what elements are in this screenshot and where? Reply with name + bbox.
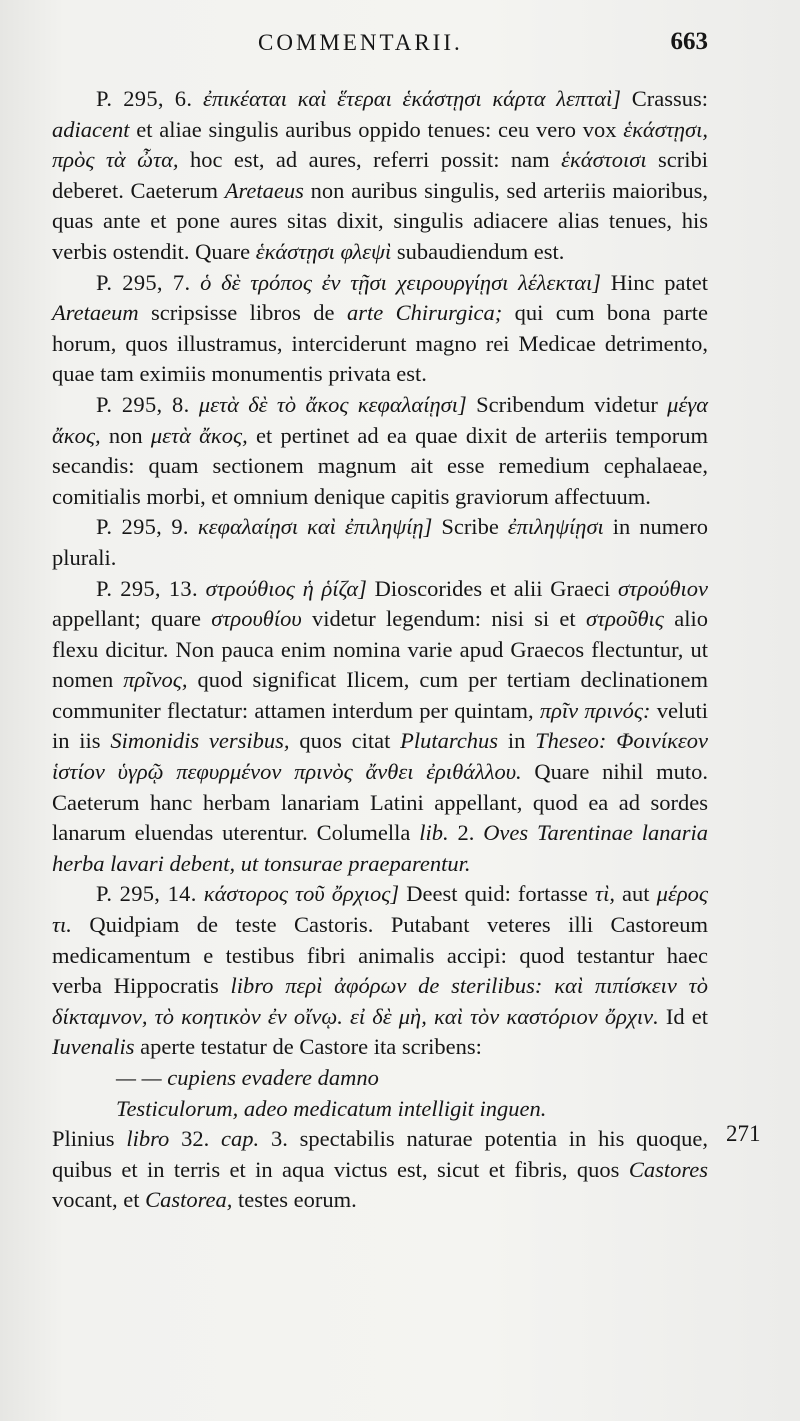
entry-text: non auribus singulis, sed arteriis maioribus, quas ante et pone aures sitas dixit, singulis adiacere alias tenues, his verbis ostendit. Quare — [52, 177, 709, 264]
entry-text: aperte testatur de Castore ita scribens: — [134, 1034, 482, 1060]
commentary-entry — [52, 84, 708, 268]
entry-greek: ἑκάστῃσι φλεψὶ — [255, 238, 392, 264]
entry-text: Crassus: — [621, 86, 708, 111]
entry-italic: libro — [126, 1126, 170, 1152]
entry-italic: Castores — [628, 1156, 708, 1182]
entry-text: 2. — [448, 820, 484, 846]
entry-greek: ἑκάστοισι — [561, 147, 647, 173]
entry-text: Hinc patet — [601, 269, 708, 295]
entry-text: vocant, et — [52, 1187, 146, 1213]
commentary-entry — [52, 574, 708, 880]
entry-reference: P. 295, 9. — [96, 514, 189, 540]
entry-text: Quidpiam de teste Castoris. Putabant veteres illi Castoreum medicamentum e testibus fibri animalis accipi: quod testantur haec verba Hippocratis — [52, 912, 708, 999]
entry-reference: P. 295, 6. — [96, 86, 193, 111]
entry-lemma: ἐπικέαται καὶ ἕτεραι ἑκάστῃσι κάρτα λεπταὶ] — [202, 86, 622, 111]
entry-greek: πρῖνος, — [123, 667, 188, 693]
entry-lemma: κάστορος τοῦ ὄρχιος] — [203, 881, 400, 907]
entry-lemma: κεφαλαίῃσι καὶ ἐπιληψίῃ] — [197, 514, 433, 540]
commentary-body — [52, 84, 708, 1216]
entry-greek: μέρος τι. — [52, 881, 708, 938]
page-number: 663 — [670, 28, 708, 55]
entry-lemma: στρούθιος ἡ ῥίζα] — [205, 575, 367, 601]
commentary-entry — [52, 390, 708, 512]
entry-text: 3. spectabilis naturae potentia in his quoque, quibus et in terris et in aqua victus est, sicut et fibris, quos — [52, 1126, 708, 1182]
entry-lemma: μετὰ δὲ τὸ ἄκος κεφαλαίῃσι] — [198, 391, 467, 417]
entry-italic: Castorea, — [145, 1187, 233, 1213]
entry-text: quos citat — [289, 728, 401, 754]
entry-reference: P. 295, 7. — [96, 269, 191, 295]
entry-text: hoc est, ad aures, referri possit: nam — [178, 147, 562, 173]
entry-text: veluti in iis — [52, 697, 708, 754]
entry-greek: τὶ, — [595, 881, 615, 907]
entry-greek: καὶ πιπίσκειν τὸ δίκταμνον, τὸ κοητικὸν ἐν οἴνῳ. εἰ δὲ μὴ, καὶ τὸν καστόριον ὄρχιν. — [52, 973, 708, 1029]
closing-paragraph — [52, 1124, 708, 1216]
commentary-entry — [52, 268, 708, 390]
entry-text: Plinius — [52, 1126, 127, 1152]
entry-italic: cap. — [221, 1126, 260, 1152]
entry-text: videtur legendum: nisi si et — [301, 606, 586, 632]
entry-italic: adiacent — [52, 116, 130, 142]
entry-text: 32. — [169, 1126, 222, 1152]
entry-text: subaudiendum est. — [391, 238, 565, 264]
entry-reference: P. 295, 8. — [96, 391, 190, 417]
entry-text: et pertinet ad ea quae dixit de arteriis temporum secandis: quam sectionem magnum ait esse remedium cephalaeae, comitialis morbi, et omnium denique capitis graviorum affectuum. — [52, 422, 708, 509]
entry-italic: Simonidis versibus, — [110, 728, 290, 754]
entry-text: et aliae singulis auribus oppido tenues: ceu vero vox — [129, 116, 624, 142]
entry-reference: P. 295, 14. — [96, 881, 197, 907]
verse-line: — — cupiens evadere damno — [116, 1065, 379, 1090]
entry-greek: Φοινίκεον ἱστίον ὑγρῷ πεφυρμένον πρινὸς ἄνθει ἐριθάλλου. — [52, 728, 708, 785]
entry-italic: Theseo: — [535, 728, 607, 754]
entry-italic: Plutarchus — [400, 728, 499, 754]
entry-greek: στροῦθις — [585, 606, 664, 632]
entry-greek: μετὰ ἄκος, — [150, 422, 248, 448]
entry-text: in — [498, 728, 536, 754]
running-head: COMMENTARII. — [258, 30, 463, 55]
entry-text: Deest quid: fortasse — [399, 881, 596, 907]
entry-text: Quare nihil muto. Caeterum hanc herbam lanariam Latini appellant, quod ea ad sordes lanarum eluendas uterentur. Columella — [52, 759, 708, 846]
margin-page-reference: 271 — [726, 1121, 761, 1146]
entry-text: scripsisse libros de — [138, 300, 347, 326]
entry-greek: περὶ ἀφόρων — [273, 973, 419, 999]
entry-text: scribi deberet. Caeterum — [52, 147, 708, 203]
entry-greek: ἑκάστῃσι, πρὸς τὰ ὦτα, — [52, 116, 708, 173]
entry-lemma: ὁ δὲ τρόπος ἐν τῇσι χειρουργίῃσι λέλεκται] — [200, 269, 602, 295]
entry-reference: P. 295, 13. — [96, 575, 198, 601]
commentary-entry — [52, 879, 708, 1063]
entry-text: in numero plurali. — [52, 514, 709, 570]
entry-text: appellant; quare — [52, 606, 212, 632]
entry-greek: στρούθιον — [617, 575, 709, 601]
entry-text: Dioscorides et alii Graeci — [366, 575, 618, 601]
entry-text: aut — [614, 881, 657, 907]
entry-text: quod significat Ilicem, cum per tertiam declinationem communiter flectatur: attamen interdum per quintam, — [52, 667, 708, 723]
entry-text: qui cum bona parte horum, quos illustramus, interciderunt magno rei Medicae detrimento, quae tam eximiis monumentis privata est. — [52, 300, 708, 387]
entry-italic: Aretaeus — [224, 177, 304, 203]
verse-line: Testiculorum, adeo medicatum intelligit inguen. — [116, 1095, 547, 1121]
entry-greek: στρουθίου — [211, 606, 302, 632]
entry-text: testes eorum. — [232, 1187, 357, 1213]
entry-greek: ἐπιληψίῃσι — [507, 514, 604, 540]
entry-greek: μέγα ἄκος, — [52, 391, 709, 448]
entry-italic: de sterilibus: — [418, 973, 543, 999]
entry-text: alio flexu dicitur. Non pauca enim nomina varie apud Graecos flectuntur, ut nomen — [52, 606, 708, 693]
entry-text: Scribendum videtur — [466, 391, 668, 417]
entry-greek: πρῖν πρινός: — [539, 697, 651, 723]
entry-italic: arte Chirurgica; — [346, 300, 503, 326]
entry-italic: Aretaeum — [52, 300, 139, 326]
page-header — [0, 28, 800, 62]
entry-text: Scribe — [432, 514, 508, 540]
entry-italic: lib. — [419, 820, 449, 846]
entry-italic: Oves Tarentinae lanaria herba lavari debent, ut tonsurae praeparentur. — [52, 820, 708, 876]
entry-text: Id et — [658, 1003, 708, 1029]
entry-text: non — [100, 422, 151, 448]
commentary-entry — [52, 512, 708, 573]
entry-italic: Iuvenalis — [52, 1034, 135, 1060]
entry-italic: libro — [230, 973, 274, 999]
